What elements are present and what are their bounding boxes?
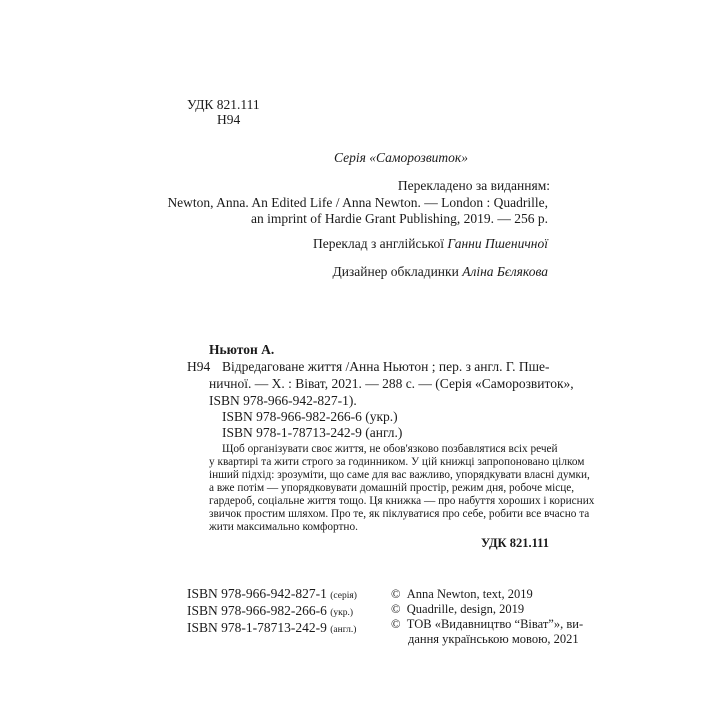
catalog-author: Ньютон А.	[209, 342, 275, 357]
catalog-line-1: Відредаговане життя /Анна Ньютон ; пер. з англ. Г. Пше-	[222, 359, 550, 374]
copyright-text: ТОВ «Видавництво “Віват”», ви-	[406, 617, 584, 631]
designer-label: Дизайнер обкладинки	[332, 264, 463, 279]
isbn-series-note: (серія)	[330, 591, 357, 601]
designer-name: Аліна Бєлякова	[462, 264, 548, 279]
annotation-line-3: інший підхід: зрозуміти, що саме для вас важливо, упорядкувати власні думки,	[209, 469, 590, 481]
isbn-series-number: ISBN 978-966-942-827-1	[187, 586, 327, 601]
copyright-text: Quadrille, design, 2019	[406, 602, 525, 616]
translator-name: Ганни Пшеничної	[447, 236, 548, 251]
isbn-ukr-note: (укр.)	[330, 608, 354, 618]
copyright-symbol: ©	[391, 602, 401, 616]
annotation-line-4: а вже потім — упорядковувати домашній простір, режим дня, робоче місце,	[209, 482, 575, 494]
original-edition-line-2: an imprint of Hardie Grant Publishing, 2019. — 256 p.	[251, 211, 548, 226]
isbn-eng-number: ISBN 978-1-78713-242-9	[187, 620, 327, 635]
annotation-line-1: Щоб організувати своє життя, не обов'язково позбавлятися всіх речей	[222, 443, 558, 455]
translated-from-label: Перекладено за виданням:	[397, 178, 550, 193]
udk-bottom: УДК 821.111	[481, 536, 549, 550]
copyright-line-4	[408, 631, 579, 648]
isbn-ukr-number: ISBN 978-966-982-266-6	[187, 603, 327, 618]
isbn-eng	[187, 618, 356, 640]
udk-top: УДК 821.111	[187, 97, 260, 112]
copyright-symbol: ©	[391, 587, 401, 601]
annotation-line-6: звичок простим шляхом. Про те, як піклуватися про себе, робити все вчасно та	[209, 508, 590, 520]
annotation-line-5: гардероб, соціальне життя тощо. Ця книжка — про набуття хороших і корисних	[209, 495, 595, 507]
annotation-line-7: жити максимально комфортно.	[209, 521, 358, 533]
copyright-text: дання українською мовою, 2021	[408, 632, 579, 646]
catalog-line-3: ISBN 978-966-942-827-1).	[209, 393, 357, 408]
catalog-isbn-ukr: ISBN 978-966-982-266-6 (укр.)	[222, 409, 398, 424]
catalog-mark: Н94	[187, 359, 211, 374]
designer-credit	[332, 262, 548, 281]
catalog-isbn-eng: ISBN 978-1-78713-242-9 (англ.)	[222, 425, 403, 440]
copyright-text: Anna Newton, text, 2019	[406, 587, 533, 601]
annotation-line-2: у квартирі та жити строго за годинником. У цій книжці запропоновано цілком	[209, 456, 585, 468]
translator-credit	[313, 234, 548, 253]
author-mark-top: Н94	[217, 112, 241, 127]
isbn-eng-note: (англ.)	[330, 625, 357, 635]
series-line: Серія «Саморозвиток»	[334, 150, 468, 165]
translator-label: Переклад з англійської	[312, 236, 448, 251]
original-edition-line-1: Newton, Anna. An Edited Life / Anna Newton. — London : Quadrille,	[167, 195, 548, 210]
copyright-symbol: ©	[391, 617, 401, 631]
catalog-line-2: ничної. — Х. : Віват, 2021. — 288 с. — (Серія «Саморозвиток»,	[209, 376, 574, 391]
